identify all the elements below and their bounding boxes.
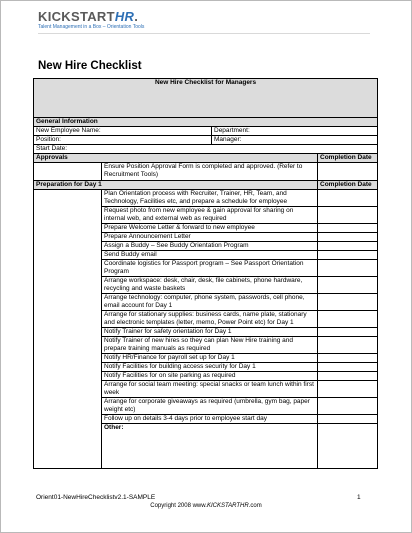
completion-cell[interactable] (318, 372, 378, 381)
logo-text: KICKSTART (38, 9, 115, 24)
approvals-heading: Approvals (34, 154, 318, 163)
completion-cell[interactable] (318, 311, 378, 328)
task-text: Arrange for corporate giveaways as required (umbrella, gym bag, paper weight etc) (102, 398, 318, 415)
completion-cell[interactable] (318, 233, 378, 242)
completion-cell[interactable] (318, 415, 378, 424)
task-text: Notify Facilities for building access security for Day 1 (102, 363, 318, 372)
logo-suffix: . (134, 9, 139, 24)
completion-cell[interactable] (318, 277, 378, 294)
completion-cell[interactable] (318, 242, 378, 251)
copyright-brand: KICKSTARTHR (206, 503, 249, 509)
preparation-heading: Preparation for Day 1 (34, 181, 318, 190)
task-text: Arrange for stationary supplies: business cards, name plate, stationary and electronic templates (letter, memo, Power Point etc) for Day 1 (102, 311, 318, 328)
approvals-completion-date-header: Completion Date (318, 154, 378, 163)
task-text: Prepare Welcome Letter & forward to new employee (102, 224, 318, 233)
preparation-completion-date-header: Completion Date (318, 181, 378, 190)
copyright-suffix: .com (248, 503, 262, 509)
company-logo (38, 9, 144, 31)
completion-cell[interactable] (318, 328, 378, 337)
logo-wordmark (38, 9, 144, 24)
task-text: Coordinate logistics for Passport program – See Passport Orientation Program (102, 260, 318, 277)
footer-doc-id: Orient01-NewHireChecklistv2.1-SAMPLE (36, 494, 156, 501)
header-divider (38, 33, 370, 34)
task-text: Follow up on details 3-4 days prior to employee start day (102, 415, 318, 424)
completion-cell[interactable] (318, 337, 378, 354)
logo-text-hr: HR (114, 9, 135, 24)
document-title: New Hire Checklist (38, 60, 142, 72)
completion-cell[interactable] (318, 224, 378, 233)
task-text: Arrange workspace: desk, chair, desk, file cabinets, phone hardware, recycling and waste baskets (102, 277, 318, 294)
checklist-table (33, 78, 378, 469)
completion-cell[interactable] (318, 294, 378, 311)
completion-cell[interactable] (318, 190, 378, 207)
start-date-field[interactable]: Start Date: (34, 145, 378, 154)
approval-task-text: Ensure Position Approval Form is completed and approved. (Refer to Recruitment Tools) (102, 163, 318, 181)
task-text: Arrange technology: computer, phone system, passwords, cell phone, email account for Day 1 (102, 294, 318, 311)
position-field[interactable]: Position: (34, 136, 212, 145)
approval-completion-cell[interactable] (318, 163, 378, 181)
completion-cell[interactable] (318, 251, 378, 260)
copyright-prefix: Copyright 2008 www. (150, 503, 207, 509)
task-text: Notify Trainer of new hires so they can plan New Hire training and prepare training manuals as required (102, 337, 318, 354)
other-notes-field[interactable]: Other: (102, 424, 318, 469)
general-info-heading: General Information (34, 118, 378, 127)
task-text: Send Buddy email (102, 251, 318, 260)
general-info-row (34, 136, 378, 145)
logo-tagline: Talent Management in a Box – Orientation Tools (38, 24, 145, 30)
table-title-row (34, 79, 378, 118)
completion-cell[interactable] (318, 260, 378, 277)
general-info-heading-row (34, 118, 378, 127)
task-text: Notify Facilities for on site parking as required (102, 372, 318, 381)
task-text: Plan Orientation process with Recruiter, Trainer, HR, Team, and Technology, Facilities etc, and prepare a schedule for employee (102, 190, 318, 207)
general-info-row (34, 127, 378, 136)
task-text: Arrange for social team meeting: special snacks or team lunch within first week (102, 381, 318, 398)
new-employee-name-field[interactable]: New Employee Name: (34, 127, 212, 136)
footer-copyright (0, 503, 412, 509)
task-text: Notify Trainer for safety orientation for Day 1 (102, 328, 318, 337)
manager-field[interactable]: Manager: (212, 136, 378, 145)
task-spacer-column (34, 190, 102, 469)
preparation-heading-row (34, 181, 378, 190)
completion-cell[interactable] (318, 381, 378, 398)
task-text: Request photo from new employee & gain approval for sharing on internal web, and external web as required (102, 207, 318, 224)
other-completion-cell[interactable] (318, 424, 378, 469)
table-title: New Hire Checklist for Managers (34, 79, 378, 118)
approval-task-row (34, 163, 378, 181)
completion-cell[interactable] (318, 398, 378, 415)
approvals-heading-row (34, 154, 378, 163)
task-row (34, 190, 378, 207)
footer-page-number: 1 (357, 494, 361, 501)
general-info-row (34, 145, 378, 154)
task-text: Notify HR/Finance for payroll set up for Day 1 (102, 354, 318, 363)
completion-cell[interactable] (318, 354, 378, 363)
completion-cell[interactable] (318, 207, 378, 224)
approval-task-spacer (34, 163, 102, 181)
task-text: Prepare Announcement Letter (102, 233, 318, 242)
department-field[interactable]: Department: (212, 127, 378, 136)
completion-cell[interactable] (318, 363, 378, 372)
task-text: Assign a Buddy – See Buddy Orientation Program (102, 242, 318, 251)
